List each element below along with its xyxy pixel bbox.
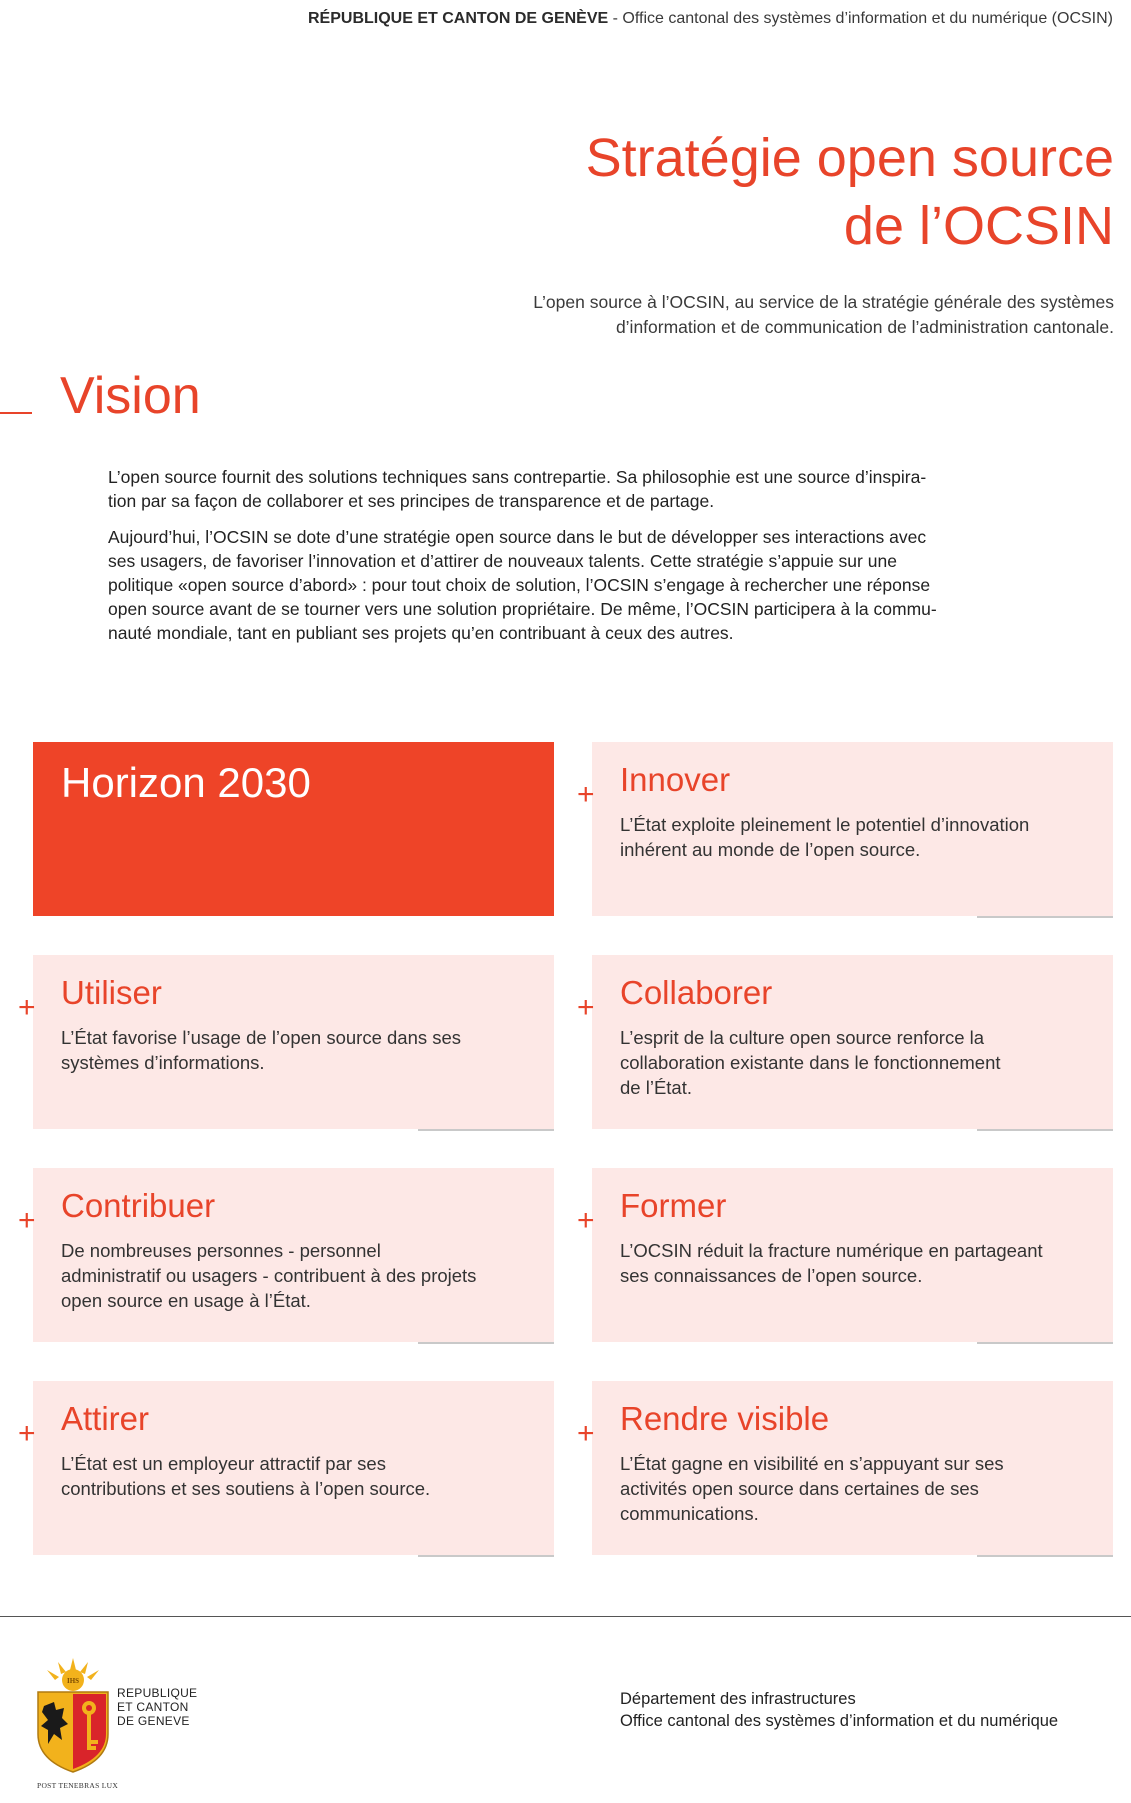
card-text — [620, 1238, 1090, 1288]
card-text-line: systèmes d’informations. — [61, 1052, 265, 1073]
card-title: Collaborer — [620, 974, 773, 1011]
plus-icon: + — [577, 991, 595, 1024]
footer-dept-line2: Office cantonal des systèmes d’information et du numérique — [620, 1712, 1059, 1730]
card-text-line: L’État exploite pleinement le potentiel d’innovation — [620, 814, 1030, 835]
geneva-crest-icon — [32, 1656, 114, 1776]
card-title: Contribuer — [61, 1187, 216, 1224]
plus-icon: + — [18, 1417, 36, 1450]
card-text-line: ses connaissances de l’open source. — [620, 1265, 923, 1286]
card-text-line: inhérent au monde de l’open source. — [620, 839, 921, 860]
vision-p2-line: open source avant de se tourner vers une solution propriétaire. De même, l’OCSIN participera à la commu- — [108, 599, 937, 619]
card-former — [577, 1168, 1113, 1342]
plus-icon: + — [577, 1417, 595, 1450]
vision-p2-line: politique «open source d’abord» : pour tout choix de solution, l’OCSIN s’engage à rechercher une réponse — [108, 575, 931, 595]
card-text-line: contributions et ses soutiens à l’open source. — [61, 1478, 431, 1499]
footer-divider — [0, 1616, 1131, 1617]
subtitle-line1: L’open source à l’OCSIN, au service de la stratégie générale des systèmes — [533, 292, 1114, 312]
card-text — [61, 1238, 531, 1313]
card-underline — [977, 1555, 1113, 1557]
vision-body — [108, 465, 1038, 657]
page-title-line2: de l’OCSIN — [843, 196, 1114, 256]
card-text — [620, 1025, 1090, 1100]
card-text-line: L’esprit de la culture open source renforce la — [620, 1027, 985, 1048]
card-underline — [977, 1129, 1113, 1131]
card-text-line: L’État gagne en visibilité en s’appuyant sur ses — [620, 1453, 1004, 1474]
vision-p2-line: nauté mondiale, tant en publiant ses projets qu’en contribuant à ceux des autres. — [108, 623, 734, 643]
header-org-bold: RÉPUBLIQUE ET CANTON DE GENÈVE — [308, 10, 609, 27]
card-title: Rendre visible — [620, 1400, 830, 1437]
header-line — [0, 10, 1113, 28]
card-underline — [977, 1342, 1113, 1344]
card-text-line: L’État favorise l’usage de l’open source dans ses — [61, 1027, 462, 1048]
card-rendre-visible — [577, 1381, 1113, 1555]
card-text-line: de l’État. — [620, 1077, 692, 1098]
card-title: Utiliser — [61, 974, 162, 1011]
subtitle-line2: d’information et de communication de l’administration cantonale. — [615, 317, 1114, 337]
card-text — [61, 1451, 531, 1501]
header-org-rest: - Office cantonal des systèmes d’information et du numérique (OCSIN) — [608, 10, 1113, 27]
card-text-line: collaboration existante dans le fonctionnement — [620, 1052, 1001, 1073]
card-text — [61, 1025, 531, 1075]
logo-text-line: ET CANTON — [117, 1700, 189, 1714]
footer-department — [620, 1688, 1058, 1732]
card-title: Former — [620, 1187, 727, 1224]
vision-paragraph-1 — [108, 465, 1038, 513]
card-text — [620, 1451, 1090, 1526]
vision-p1-line: tion par sa façon de collaborer et ses principes de transparence et de partage. — [108, 491, 715, 511]
card-text-line: De nombreuses personnes - personnel — [61, 1240, 381, 1261]
vision-p2-line: Aujourd’hui, l’OCSIN se dote d’une stratégie open source dans le but de développer ses interactions avec — [108, 527, 927, 547]
card-collaborer — [577, 955, 1113, 1129]
canton-logo-text — [117, 1686, 197, 1728]
card-underline — [418, 1555, 554, 1557]
card-text — [620, 812, 1090, 862]
plus-icon: + — [18, 991, 36, 1024]
card-contribuer — [18, 1168, 554, 1342]
vision-heading: Vision — [60, 367, 201, 425]
card-title: Attirer — [61, 1400, 150, 1437]
horizon-2030-banner — [33, 742, 554, 916]
card-text-line: communications. — [620, 1503, 759, 1524]
card-underline — [977, 916, 1113, 918]
plus-icon: + — [577, 1204, 595, 1237]
card-innover — [577, 742, 1113, 916]
card-underline — [418, 1129, 554, 1131]
footer-dept-line1: Département des infrastructures — [620, 1690, 856, 1708]
vision-dash-marker — [0, 412, 32, 414]
card-text-line: L’OCSIN réduit la fracture numérique en partageant — [620, 1240, 1043, 1261]
card-text-line: open source en usage à l’État. — [61, 1290, 311, 1311]
svg-text:IHS: IHS — [66, 1677, 80, 1685]
vision-p2-line: ses usagers, de favoriser l’innovation et d’attirer de nouveaux talents. Cette stratégie s’appuie sur une — [108, 551, 897, 571]
horizon-title: Horizon 2030 — [61, 759, 311, 806]
logo-text-line: DE GENEVE — [117, 1714, 190, 1728]
page-title — [586, 124, 1114, 260]
card-text-line: activités open source dans certaines de ses — [620, 1478, 979, 1499]
crest-motto: POST TENEBRAS LUX — [37, 1781, 119, 1790]
vision-p1-line: L’open source fournit des solutions techniques sans contrepartie. Sa philosophie est une source d’inspira- — [108, 467, 927, 487]
card-underline — [418, 1342, 554, 1344]
card-text-line: administratif ou usagers - contribuent à des projets — [61, 1265, 477, 1286]
page-title-line1: Stratégie open source — [585, 128, 1114, 188]
plus-icon: + — [577, 778, 595, 811]
card-utiliser — [18, 955, 554, 1129]
card-attirer — [18, 1381, 554, 1555]
vision-paragraph-2 — [108, 525, 1038, 645]
plus-icon: + — [18, 1204, 36, 1237]
card-title: Innover — [620, 761, 731, 798]
logo-text-line: REPUBLIQUE — [117, 1686, 198, 1700]
card-text-line: L’État est un employeur attractif par ses — [61, 1453, 386, 1474]
page-subtitle — [533, 290, 1114, 340]
